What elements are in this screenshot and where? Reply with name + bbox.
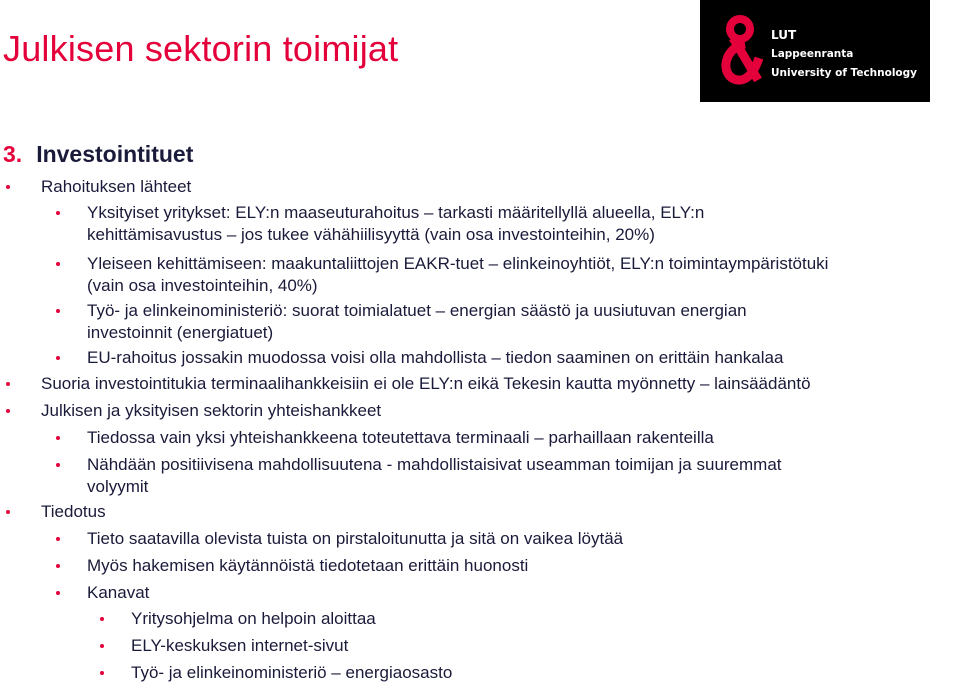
logo-text-lut: LUT [771,28,797,42]
list-item-line: Yleiseen kehittämiseen: maakuntaliittojen EAKR-tuet – elinkeinoyhtiöt, ELY:n toimintaympäristötuki [87,254,829,273]
bullet-icon [56,211,60,215]
list-item-line: Tiedossa vain yksi yhteishankkeena toteutettava terminaali – parhaillaan rakenteilla [87,428,714,447]
list-item-line: Julkisen ja yksityisen sektorin yhteishankkeet [41,401,382,420]
section-heading-text: Investointituet [36,141,194,167]
bullet-icon [100,671,104,675]
list-item-line: Työ- ja elinkeinoministeriö – energiaosasto [131,663,453,682]
list-item-line: Nähdään positiivisena mahdollisuutena - mahdollistaisivat useamman toimijan ja suuremmat [87,455,782,474]
list-item-line: Myös hakemisen käytännöistä tiedotetaan erittäin huonosti [87,556,529,575]
list-item-line: kehittämisavustus – jos tukee vähähiilisyyttä (vain osa investointeihin, 20%) [87,225,655,244]
list-item-line: Työ- ja elinkeinoministeriö: suorat toimialatuet – energian säästö ja uusiutuvan energian [87,301,747,320]
bullet-icon [56,356,60,360]
slide-title: Julkisen sektorin toimijat [3,28,399,69]
list-item-line: Tiedotus [41,502,106,521]
bullet-icon [56,309,60,313]
list-item-line: volyymit [87,477,149,496]
bullet-icon [100,617,104,621]
bullet-icon [100,644,104,648]
list-item-line: Tieto saatavilla olevista tuista on pirstaloitunutta ja sitä on vaikea löytää [87,529,624,548]
bullet-icon [56,591,60,595]
bullet-icon [56,537,60,541]
list-item-line: Suoria investointitukia terminaalihankkeisiin ei ole ELY:n eikä Tekesin kautta myönnetty – lainsäädäntö [41,374,811,393]
ampersand-logo-icon [718,14,764,88]
bullet-icon [56,436,60,440]
list-item-line: ELY-keskuksen internet-sivut [131,636,349,655]
list-item-line: EU-rahoitus jossakin muodossa voisi olla mahdollista – tiedon saaminen on erittäin hankalaa [87,348,784,367]
section-heading [3,141,193,168]
bullet-icon [6,382,10,386]
bullet-icon [6,510,10,514]
list-item-line: Rahoituksen lähteet [41,177,192,196]
bullet-icon [6,409,10,413]
list-item-line: Yritysohjelma on helpoin aloittaa [131,609,376,628]
bullet-icon [56,564,60,568]
logo-text-city: Lappeenranta [771,48,854,60]
bullet-icon [56,463,60,467]
list-item-line: Yksityiset yritykset: ELY:n maaseuturahoitus – tarkasti määritellyllä alueella, ELY:n [87,203,705,222]
list-item-line: Kanavat [87,583,150,602]
list-item-line: investoinnit (energiatuet) [87,323,274,342]
bullet-icon [6,185,10,189]
lut-logo [700,0,930,102]
bullet-icon [56,262,60,266]
section-number: 3. [3,141,23,167]
list-item-line: (vain osa investointeihin, 40%) [87,276,318,295]
logo-text-university: University of Technology [771,67,918,79]
